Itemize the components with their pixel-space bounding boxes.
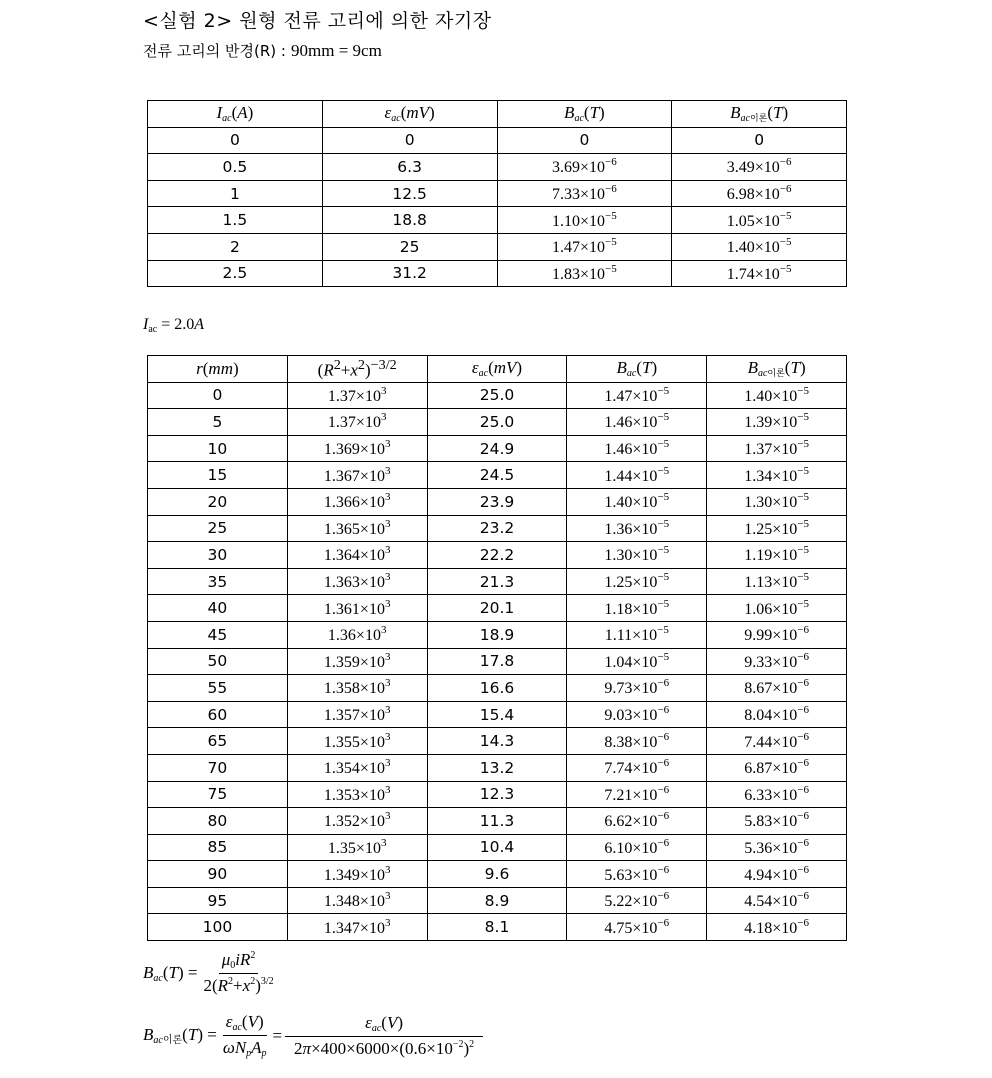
table-row: [148, 621, 847, 648]
fraction: $\frac{\varepsilon_{ac}(V)}{2\pi\times 400\times 6000\times(0.6\times 10^{-2})^2}$: [285, 1013, 483, 1059]
cell-geometry-factor: $1.365\times 10^3$: [287, 515, 427, 542]
table-row: [148, 515, 847, 542]
cell-distance: 20: [148, 488, 288, 515]
table-row: [148, 568, 847, 595]
cell-emf: 9.6: [427, 861, 567, 888]
cell-current: 0: [148, 127, 323, 154]
cell-emf: 13.2: [427, 754, 567, 781]
cell-geometry-factor: $1.36\times 10^3$: [287, 621, 427, 648]
cell-distance: 95: [148, 887, 288, 914]
cell-emf: 10.4: [427, 834, 567, 861]
cell-geometry-factor: $1.354\times 10^3$: [287, 754, 427, 781]
cell-geometry-factor: $1.355\times 10^3$: [287, 728, 427, 755]
cell-field: $1.44\times 10^{-5}$: [567, 462, 707, 489]
cell-field: $1.18\times 10^{-5}$: [567, 595, 707, 622]
cell-field: $9.03\times 10^{-6}$: [567, 701, 707, 728]
cell-distance: 85: [148, 834, 288, 861]
cell-emf: 12.3: [427, 781, 567, 808]
column-header-emf: $\varepsilon_{ac}(mV)$: [427, 356, 567, 383]
cell-emf: 6.3: [322, 154, 497, 181]
cell-current: 0.5: [148, 154, 323, 181]
cell-emf: 18.8: [322, 207, 497, 234]
cell-emf: 18.9: [427, 621, 567, 648]
cell-geometry-factor: $1.348\times 10^3$: [287, 887, 427, 914]
cell-field: $1.40\times 10^{-5}$: [567, 488, 707, 515]
cell-emf: 8.9: [427, 887, 567, 914]
table-row: [148, 488, 847, 515]
column-header-distance: r(mm): [148, 356, 288, 383]
cell-field: $1.30\times 10^{-5}$: [567, 542, 707, 569]
table-row: [148, 207, 847, 234]
cell-field-theory: $1.37\times 10^{-5}$: [707, 435, 847, 462]
cell-emf: 23.9: [427, 488, 567, 515]
table-row: [148, 701, 847, 728]
cell-field: $5.22\times 10^{-6}$: [567, 887, 707, 914]
cell-distance: 15: [148, 462, 288, 489]
cell-field: $4.75\times 10^{-6}$: [567, 914, 707, 941]
cell-field: $6.62\times 10^{-6}$: [567, 808, 707, 835]
cell-current: 2: [148, 233, 323, 260]
cell-field: 0: [497, 127, 672, 154]
cell-distance: 30: [148, 542, 288, 569]
cell-distance: 80: [148, 808, 288, 835]
cell-emf: 25.0: [427, 382, 567, 409]
cell-distance: 5: [148, 409, 288, 436]
cell-distance: 50: [148, 648, 288, 675]
cell-field-theory: $7.44\times 10^{-6}$: [707, 728, 847, 755]
cell-geometry-factor: $1.363\times 10^3$: [287, 568, 427, 595]
cell-field-theory: $1.25\times 10^{-5}$: [707, 515, 847, 542]
loop-radius-line: 전류 고리의 반경(R) : 90mm = 9cm: [143, 41, 382, 60]
cell-field-theory: $8.04\times 10^{-6}$: [707, 701, 847, 728]
cell-field: $7.33\times 10^{-6}$: [497, 180, 672, 207]
cell-field-theory: $6.33\times 10^{-6}$: [707, 781, 847, 808]
formula-lhs: $B_{ac이론}(T)$ =: [143, 1025, 217, 1046]
cell-emf: 25.0: [427, 409, 567, 436]
column-header-current: $I_{ac}(A)$: [148, 101, 323, 128]
cell-field-theory: $4.94\times 10^{-6}$: [707, 861, 847, 888]
cell-field: $1.36\times 10^{-5}$: [567, 515, 707, 542]
cell-field: $1.46\times 10^{-5}$: [567, 435, 707, 462]
cell-field: $9.73\times 10^{-6}$: [567, 675, 707, 702]
table-header-row: [148, 356, 847, 383]
cell-field: $7.21\times 10^{-6}$: [567, 781, 707, 808]
cell-distance: 55: [148, 675, 288, 702]
column-header-field-theory: $B_{ac이론}(T)$: [672, 101, 847, 128]
table-row: [148, 728, 847, 755]
table-header-row: [148, 101, 847, 128]
cell-emf: 17.8: [427, 648, 567, 675]
table-row: [148, 542, 847, 569]
cell-emf: 20.1: [427, 595, 567, 622]
cell-emf: 25: [322, 233, 497, 260]
table-row: [148, 861, 847, 888]
cell-field-theory: $5.83\times 10^{-6}$: [707, 808, 847, 835]
table-row: [148, 781, 847, 808]
cell-current: 1: [148, 180, 323, 207]
cell-current: 1.5: [148, 207, 323, 234]
table-row: [148, 409, 847, 436]
cell-field: $1.11\times 10^{-5}$: [567, 621, 707, 648]
cell-field-theory: $9.33\times 10^{-6}$: [707, 648, 847, 675]
cell-field-theory: $1.40\times 10^{-5}$: [707, 382, 847, 409]
cell-field-theory: $1.30\times 10^{-5}$: [707, 488, 847, 515]
cell-field: $1.46\times 10^{-5}$: [567, 409, 707, 436]
cell-distance: 45: [148, 621, 288, 648]
cell-geometry-factor: $1.349\times 10^3$: [287, 861, 427, 888]
table-row: [148, 382, 847, 409]
table-row: [148, 435, 847, 462]
cell-emf: 24.9: [427, 435, 567, 462]
table-row: [148, 180, 847, 207]
cell-field: $1.83\times 10^{-5}$: [497, 260, 672, 287]
table-row: [148, 675, 847, 702]
table-row: [148, 834, 847, 861]
cell-emf: 14.3: [427, 728, 567, 755]
cell-distance: 65: [148, 728, 288, 755]
cell-geometry-factor: $1.35\times 10^3$: [287, 834, 427, 861]
table-row: [148, 887, 847, 914]
cell-geometry-factor: $1.358\times 10^3$: [287, 675, 427, 702]
cell-field: $8.38\times 10^{-6}$: [567, 728, 707, 755]
distance-vs-field-table: [147, 355, 847, 941]
cell-field-theory: $6.98\times 10^{-6}$: [672, 180, 847, 207]
cell-distance: 10: [148, 435, 288, 462]
cell-emf: 16.6: [427, 675, 567, 702]
cell-field-theory: $1.34\times 10^{-5}$: [707, 462, 847, 489]
cell-emf: 24.5: [427, 462, 567, 489]
cell-distance: 60: [148, 701, 288, 728]
cell-field-theory: $1.39\times 10^{-5}$: [707, 409, 847, 436]
cell-field-theory: $1.40\times 10^{-5}$: [672, 233, 847, 260]
cell-field-theory: $1.13\times 10^{-5}$: [707, 568, 847, 595]
experiment-heading: <실험 2> 원형 전류 고리에 의한 자기장: [143, 10, 492, 32]
cell-field-theory: $5.36\times 10^{-6}$: [707, 834, 847, 861]
cell-emf: 23.2: [427, 515, 567, 542]
cell-geometry-factor: $1.367\times 10^3$: [287, 462, 427, 489]
current-label: $I_{ac} = 2.0A$: [143, 316, 205, 335]
cell-field-theory: $4.18\times 10^{-6}$: [707, 914, 847, 941]
cell-distance: 0: [148, 382, 288, 409]
cell-emf: 0: [322, 127, 497, 154]
cell-geometry-factor: $1.359\times 10^3$: [287, 648, 427, 675]
cell-field: $1.04\times 10^{-5}$: [567, 648, 707, 675]
cell-field-theory: 0: [672, 127, 847, 154]
formula-lhs: $B_{ac}(T)$ =: [143, 962, 198, 984]
table-row: [148, 127, 847, 154]
cell-field-theory: $1.06\times 10^{-5}$: [707, 595, 847, 622]
table-row: [148, 233, 847, 260]
table-row: [148, 648, 847, 675]
formula-theoretical-field: $B_{ac이론}(T)$ = $\frac{\varepsilon_{ac}(V)}{\omega N_pA_p}$ = $\frac{\varepsilon_{ac}(V)}{2\pi\times 400\times 6000\times(0.6\times 10^{-2})^2}$: [143, 1012, 486, 1059]
table-row: [148, 260, 847, 287]
table-row: [148, 595, 847, 622]
cell-emf: 21.3: [427, 568, 567, 595]
cell-field-theory: $4.54\times 10^{-6}$: [707, 887, 847, 914]
cell-field: $1.47\times 10^{-5}$: [567, 382, 707, 409]
cell-emf: 31.2: [322, 260, 497, 287]
cell-geometry-factor: $1.364\times 10^3$: [287, 542, 427, 569]
cell-emf: 11.3: [427, 808, 567, 835]
cell-field-theory: $1.19\times 10^{-5}$: [707, 542, 847, 569]
cell-field: $7.74\times 10^{-6}$: [567, 754, 707, 781]
cell-field-theory: $1.74\times 10^{-5}$: [672, 260, 847, 287]
cell-geometry-factor: $1.37\times 10^3$: [287, 382, 427, 409]
cell-field-theory: $1.05\times 10^{-5}$: [672, 207, 847, 234]
cell-geometry-factor: $1.361\times 10^3$: [287, 595, 427, 622]
cell-field-theory: $9.99\times 10^{-6}$: [707, 621, 847, 648]
cell-distance: 70: [148, 754, 288, 781]
cell-geometry-factor: $1.353\times 10^3$: [287, 781, 427, 808]
column-header-geometry-factor: $(R^2+x^2)^{-3/2}$: [287, 356, 427, 383]
cell-geometry-factor: $1.352\times 10^3$: [287, 808, 427, 835]
table-row: [148, 914, 847, 941]
cell-distance: 100: [148, 914, 288, 941]
cell-field: $5.63\times 10^{-6}$: [567, 861, 707, 888]
cell-emf: 12.5: [322, 180, 497, 207]
cell-emf: 8.1: [427, 914, 567, 941]
cell-distance: 40: [148, 595, 288, 622]
column-header-field: $B_{ac}(T)$: [567, 356, 707, 383]
cell-distance: 25: [148, 515, 288, 542]
column-header-field: $B_{ac}(T)$: [497, 101, 672, 128]
cell-field: $3.69\times 10^{-6}$: [497, 154, 672, 181]
cell-distance: 35: [148, 568, 288, 595]
current-vs-field-table: [147, 100, 847, 287]
cell-current: 2.5: [148, 260, 323, 287]
formula-measured-field: [143, 950, 280, 996]
cell-emf: 22.2: [427, 542, 567, 569]
table-row: [148, 808, 847, 835]
cell-field: $1.47\times 10^{-5}$: [497, 233, 672, 260]
cell-geometry-factor: $1.347\times 10^3$: [287, 914, 427, 941]
table-row: [148, 754, 847, 781]
cell-distance: 75: [148, 781, 288, 808]
cell-emf: 15.4: [427, 701, 567, 728]
cell-field-theory: $6.87\times 10^{-6}$: [707, 754, 847, 781]
cell-field-theory: $8.67\times 10^{-6}$: [707, 675, 847, 702]
column-header-emf: $\varepsilon_{ac}(mV)$: [322, 101, 497, 128]
cell-field: $1.25\times 10^{-5}$: [567, 568, 707, 595]
cell-geometry-factor: $1.357\times 10^3$: [287, 701, 427, 728]
fraction: $\frac{\mu_0iR^2}{2(R^2+x^2)^{3/2}}$: [203, 950, 274, 995]
cell-geometry-factor: $1.369\times 10^3$: [287, 435, 427, 462]
table-row: [148, 154, 847, 181]
cell-field-theory: $3.49\times 10^{-6}$: [672, 154, 847, 181]
cell-geometry-factor: $1.366\times 10^3$: [287, 488, 427, 515]
table-row: [148, 462, 847, 489]
cell-field: $1.10\times 10^{-5}$: [497, 207, 672, 234]
fraction: $\frac{\varepsilon_{ac}(V)}{\omega N_pA_p}$: [222, 1012, 267, 1059]
cell-geometry-factor: $1.37\times 10^3$: [287, 409, 427, 436]
column-header-field-theory: $B_{ac이론}(T)$: [707, 356, 847, 383]
cell-distance: 90: [148, 861, 288, 888]
cell-field: $6.10\times 10^{-6}$: [567, 834, 707, 861]
